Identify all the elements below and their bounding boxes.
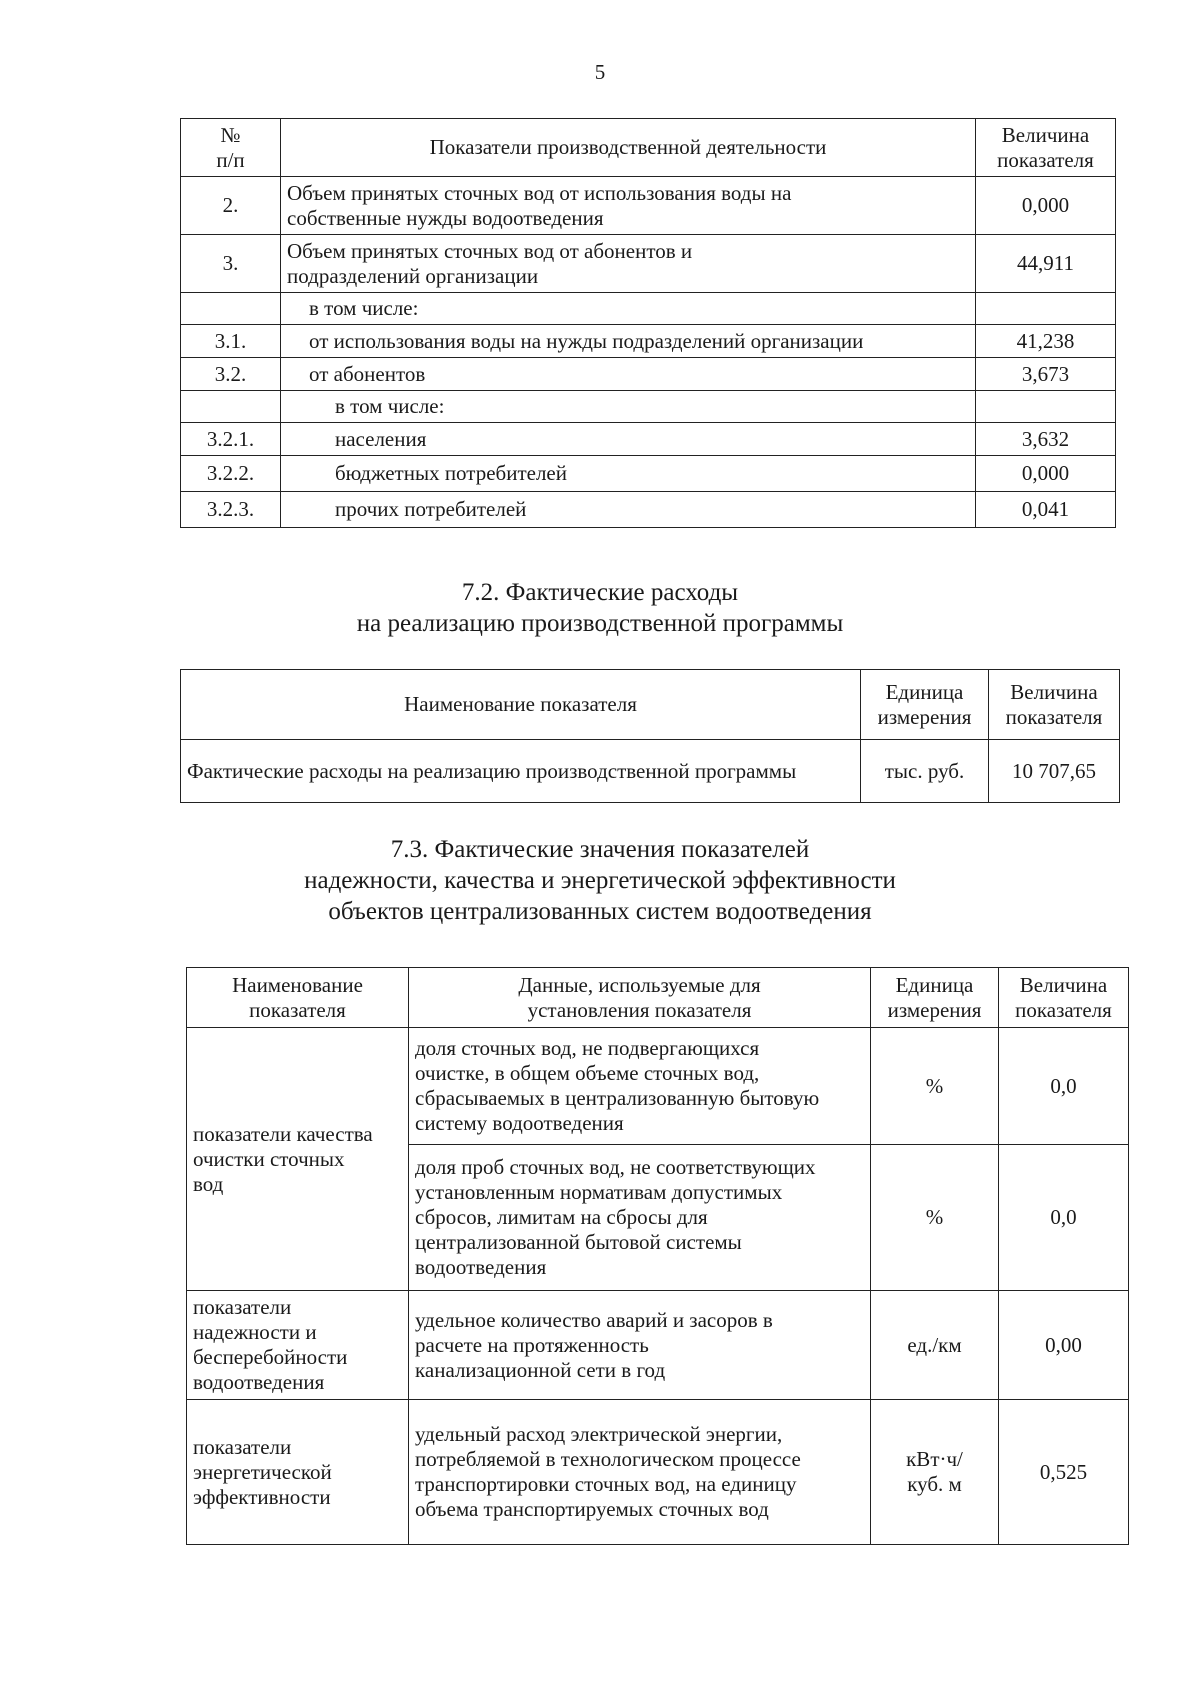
- header-value: Величина показателя: [999, 968, 1129, 1028]
- table-row: [187, 1400, 1129, 1545]
- row-value: 3,673: [976, 358, 1116, 391]
- row-value: 0,000: [976, 177, 1116, 235]
- group-name: показатели энергетической эффективности: [187, 1400, 409, 1545]
- row-num: 3.2.1.: [181, 423, 281, 456]
- section-7-2-title-line2: на реализацию производственной программы: [356, 610, 844, 637]
- row-unit: %: [871, 1145, 999, 1291]
- row-num: 3.2.3.: [181, 492, 281, 528]
- section-7-2-title: [0, 577, 1200, 639]
- row-value: 0,000: [976, 456, 1116, 492]
- actual-expenses-table: [180, 669, 1120, 803]
- row-data: удельный расход электрической энергии, потребляемой в технологическом процессе транспортировки сточных вод, на единицу объема транспортируемых сточных вод: [409, 1400, 871, 1545]
- row-data: доля проб сточных вод, не соответствующих установленным нормативам допустимых сбросов, лимитам на сбросы для централизованной бытовой системы водоотведения: [409, 1145, 871, 1291]
- row-name: населения: [281, 423, 976, 456]
- header-unit: Единица измерения: [861, 670, 989, 740]
- row-unit: тыс. руб.: [861, 740, 989, 803]
- table-row: [181, 456, 1116, 492]
- row-num: [181, 293, 281, 325]
- table-row: [187, 1028, 1129, 1145]
- row-num: 2.: [181, 177, 281, 235]
- row-name: Объем принятых сточных вод от использования воды на собственные нужды водоотведения: [281, 177, 976, 235]
- row-data: удельное количество аварий и засоров в расчете на протяженность канализационной сети в год: [409, 1291, 871, 1400]
- table-row: [181, 293, 1116, 325]
- row-unit: кВт·ч/ куб. м: [871, 1400, 999, 1545]
- header-indicator: Показатели производственной деятельности: [281, 119, 976, 177]
- row-value: 0,0: [999, 1145, 1129, 1291]
- header-value: Величина показателя: [989, 670, 1120, 740]
- row-value: 3,632: [976, 423, 1116, 456]
- row-data: доля сточных вод, не подвергающихся очистке, в общем объеме сточных вод, сбрасываемых в централизованную бытовую систему водоотведения: [409, 1028, 871, 1145]
- reliability-quality-table: [186, 967, 1129, 1545]
- table-row: [181, 358, 1116, 391]
- header-indicator-name: Наименование показателя: [187, 968, 409, 1028]
- row-num: 3.: [181, 235, 281, 293]
- header-unit: Единица измерения: [871, 968, 999, 1028]
- group-name: показатели качества очистки сточных вод: [187, 1028, 409, 1291]
- row-num: 3.2.2.: [181, 456, 281, 492]
- table-row: [181, 740, 1120, 803]
- production-activity-table: [180, 118, 1116, 528]
- row-value: 44,911: [976, 235, 1116, 293]
- group-name: показатели надежности и бесперебойности водоотведения: [187, 1291, 409, 1400]
- table-row: [181, 423, 1116, 456]
- row-unit: %: [871, 1028, 999, 1145]
- table-row: [181, 177, 1116, 235]
- table-row: [181, 492, 1116, 528]
- row-name: в том числе:: [281, 293, 976, 325]
- row-name: прочих потребителей: [281, 492, 976, 528]
- section-7-3-title-line2: надежности, качества и энергетической эффективности: [304, 867, 896, 894]
- row-num: [181, 391, 281, 423]
- section-7-2-title-line1: 7.2. Фактические расходы: [461, 579, 739, 606]
- row-value: 0,041: [976, 492, 1116, 528]
- header-indicator-name: Наименование показателя: [181, 670, 861, 740]
- row-name: от использования воды на нужды подразделений организации: [281, 325, 976, 358]
- row-name: в том числе:: [281, 391, 976, 423]
- section-7-3-title-line3: объектов централизованных систем водоотведения: [328, 898, 872, 925]
- section-7-3-title-line1: 7.3. Фактические значения показателей: [390, 836, 810, 863]
- row-value: 0,0: [999, 1028, 1129, 1145]
- row-unit: ед./км: [871, 1291, 999, 1400]
- table-header-row: [187, 968, 1129, 1028]
- row-name: Фактические расходы на реализацию производственной программы: [181, 740, 861, 803]
- row-name: бюджетных потребителей: [281, 456, 976, 492]
- header-data: Данные, используемые для установления показателя: [409, 968, 871, 1028]
- row-value: 0,525: [999, 1400, 1129, 1545]
- row-value: [976, 293, 1116, 325]
- table-header-row: [181, 670, 1120, 740]
- row-name: от абонентов: [281, 358, 976, 391]
- row-value: 41,238: [976, 325, 1116, 358]
- row-name: Объем принятых сточных вод от абонентов и подразделений организации: [281, 235, 976, 293]
- table-row: [181, 235, 1116, 293]
- row-num: 3.1.: [181, 325, 281, 358]
- page-number: 5: [594, 60, 606, 84]
- table-row: [181, 325, 1116, 358]
- table-row: [187, 1291, 1129, 1400]
- table-header-row: [181, 119, 1116, 177]
- section-7-3-title: [0, 834, 1200, 927]
- row-value: 0,00: [999, 1291, 1129, 1400]
- row-num: 3.2.: [181, 358, 281, 391]
- row-value: [976, 391, 1116, 423]
- header-num: № п/п: [181, 119, 281, 177]
- table-row: [181, 391, 1116, 423]
- header-value: Величина показателя: [976, 119, 1116, 177]
- row-value: 10 707,65: [989, 740, 1120, 803]
